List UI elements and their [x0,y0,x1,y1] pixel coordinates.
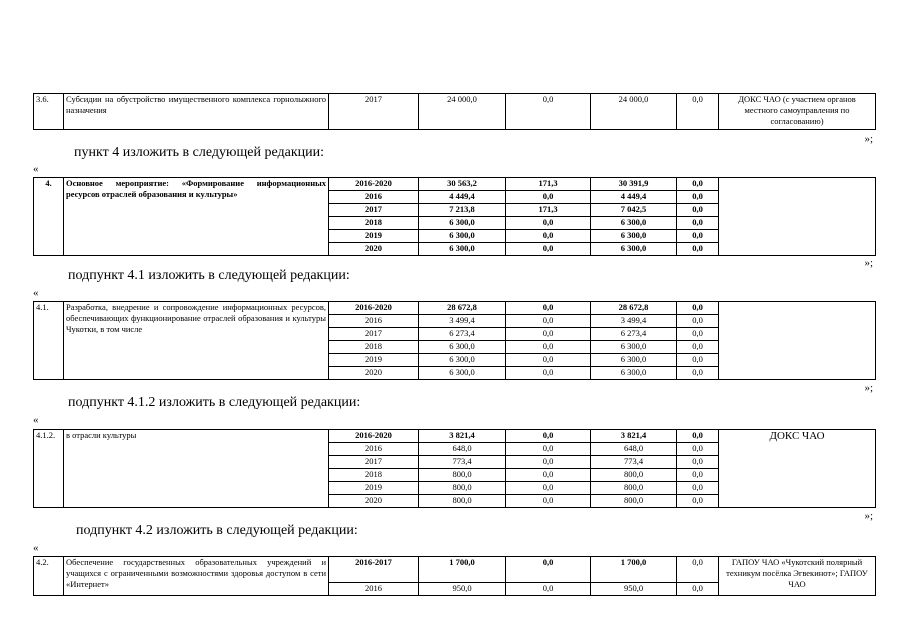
value-cell: 6 300,0 [591,217,677,230]
value-cell: 773,4 [591,456,677,469]
table-item-4-1 [33,301,876,380]
total-cell: 6 300,0 [419,341,506,354]
value-cell: 6 300,0 [591,341,677,354]
value-cell: 6 300,0 [591,367,677,380]
value-cell: 0,0 [677,94,719,130]
value-cell: 0,0 [506,315,591,328]
total-cell: 6 300,0 [419,354,506,367]
section-heading: подпункт 4.1.2 изложить в следующей редакции: [68,395,361,410]
value-cell: 3 821,4 [591,430,677,443]
total-cell: 6 300,0 [419,243,506,256]
closing-quote: »; [864,133,873,145]
value-cell: 800,0 [591,495,677,508]
value-cell: 4 449,4 [591,191,677,204]
total-cell: 1 700,0 [419,557,506,583]
value-cell: 0,0 [677,367,719,380]
total-cell: 800,0 [419,482,506,495]
item-description: в отрасли культуры [64,430,329,508]
total-cell: 6 273,4 [419,328,506,341]
table-item-4-1-2 [33,429,876,508]
year-cell: 2018 [329,341,419,354]
year-cell: 2017 [329,328,419,341]
value-cell: 0,0 [506,583,591,596]
section-heading: подпункт 4.1 изложить в следующей редакции: [68,268,350,283]
value-cell: 0,0 [677,443,719,456]
value-cell: 171,3 [506,178,591,191]
value-cell: 0,0 [677,456,719,469]
value-cell: 0,0 [506,430,591,443]
year-cell: 2016-2020 [329,178,419,191]
total-cell: 28 672,8 [419,302,506,315]
year-cell: 2016-2020 [329,430,419,443]
value-cell: 0,0 [506,217,591,230]
year-cell: 2017 [329,456,419,469]
value-cell: 0,0 [506,243,591,256]
value-cell: 0,0 [506,328,591,341]
value-cell: 648,0 [591,443,677,456]
total-cell: 3 821,4 [419,430,506,443]
value-cell: 6 300,0 [591,230,677,243]
value-cell: 6 300,0 [591,243,677,256]
total-cell: 648,0 [419,443,506,456]
total-cell: 6 300,0 [419,367,506,380]
item-description: Разработка, внедрение и сопровождение информационных ресурсов, обеспечивающих функционирование отраслей образования и культуры Чукотки, в том числе [64,302,329,380]
value-cell: 800,0 [591,482,677,495]
value-cell: 950,0 [591,583,677,596]
total-cell: 3 499,4 [419,315,506,328]
value-cell: 0,0 [677,217,719,230]
year-cell: 2016 [329,583,419,596]
value-cell: 0,0 [506,191,591,204]
value-cell: 171,3 [506,204,591,217]
value-cell: 28 672,8 [591,302,677,315]
item-number: 4.1. [34,302,64,380]
opening-quote: « [33,542,39,554]
year-cell: 2018 [329,469,419,482]
table-item-4-2 [33,556,876,596]
total-cell: 6 300,0 [419,217,506,230]
value-cell: 0,0 [506,341,591,354]
item-number: 4.2. [34,557,64,596]
item-description: Основное мероприятие: «Формирование информационных ресурсов отраслей образования и культуры» [64,178,329,256]
total-cell: 800,0 [419,495,506,508]
value-cell: 0,0 [677,230,719,243]
value-cell: 0,0 [677,495,719,508]
year-cell: 2019 [329,482,419,495]
table-item-3-6 [33,93,876,130]
value-cell: 0,0 [677,482,719,495]
total-cell: 4 449,4 [419,191,506,204]
value-cell: 6 300,0 [591,354,677,367]
item-number: 4.1.2. [34,430,64,508]
year-cell: 2017 [329,204,419,217]
value-cell: 0,0 [506,557,591,583]
value-cell: 0,0 [506,354,591,367]
year-cell: 2020 [329,243,419,256]
responsible-cell: ДОКС ЧАО [719,430,876,508]
value-cell: 0,0 [506,456,591,469]
year-cell: 2020 [329,495,419,508]
year-cell: 2016 [329,443,419,456]
responsible-cell: ГАПОУ ЧАО «Чукотский полярный техникум посёлка Эгвекинот»; ГАПОУ ЧАО [719,557,876,596]
total-cell: 800,0 [419,469,506,482]
year-cell: 2016 [329,315,419,328]
total-cell: 7 213,8 [419,204,506,217]
value-cell: 0,0 [677,191,719,204]
section-heading: подпункт 4.2 изложить в следующей редакции: [76,523,358,538]
value-cell: 0,0 [677,354,719,367]
value-cell: 0,0 [506,230,591,243]
total-cell: 24 000,0 [419,94,506,130]
opening-quote: « [33,414,39,426]
value-cell: 30 391,9 [591,178,677,191]
value-cell: 0,0 [506,94,591,130]
item-number: 4. [34,178,64,256]
value-cell: 0,0 [677,430,719,443]
value-cell: 0,0 [677,583,719,596]
year-cell: 2017 [329,94,419,130]
item-description: Обеспечение государственных образовательных учреждений и учащихся с ограниченными возможностями здоровья доступом в сети «Интернет» [64,557,329,596]
value-cell: 6 273,4 [591,328,677,341]
value-cell: 0,0 [677,243,719,256]
value-cell: 0,0 [677,302,719,315]
opening-quote: « [33,163,39,175]
total-cell: 6 300,0 [419,230,506,243]
year-cell: 2018 [329,217,419,230]
value-cell: 0,0 [677,315,719,328]
value-cell: 0,0 [677,341,719,354]
value-cell: 0,0 [506,367,591,380]
closing-quote: »; [864,510,873,522]
year-cell: 2016 [329,191,419,204]
value-cell: 0,0 [506,302,591,315]
value-cell: 0,0 [506,443,591,456]
opening-quote: « [33,287,39,299]
year-cell: 2016-2017 [329,557,419,583]
value-cell: 0,0 [506,482,591,495]
value-cell: 24 000,0 [591,94,677,130]
value-cell: 7 042,5 [591,204,677,217]
item-description: Субсидии на обустройство имущественного комплекса горнолыжного назначения [64,94,329,130]
total-cell: 30 563,2 [419,178,506,191]
value-cell: 0,0 [677,328,719,341]
value-cell: 0,0 [677,469,719,482]
responsible-cell [719,178,876,256]
table-item-4 [33,177,876,256]
total-cell: 950,0 [419,583,506,596]
section-heading: пункт 4 изложить в следующей редакции: [74,145,324,160]
closing-quote: »; [864,382,873,394]
year-cell: 2016-2020 [329,302,419,315]
item-number: 3.6. [34,94,64,130]
year-cell: 2019 [329,354,419,367]
responsible-cell: ДОКС ЧАО (с участием органов местного самоуправления по согласованию) [719,94,876,130]
value-cell: 0,0 [677,204,719,217]
value-cell: 800,0 [591,469,677,482]
responsible-cell [719,302,876,380]
closing-quote: »; [864,257,873,269]
value-cell: 0,0 [677,557,719,583]
value-cell: 3 499,4 [591,315,677,328]
value-cell: 0,0 [506,469,591,482]
year-cell: 2019 [329,230,419,243]
year-cell: 2020 [329,367,419,380]
value-cell: 0,0 [677,178,719,191]
value-cell: 0,0 [506,495,591,508]
total-cell: 773,4 [419,456,506,469]
value-cell: 1 700,0 [591,557,677,583]
